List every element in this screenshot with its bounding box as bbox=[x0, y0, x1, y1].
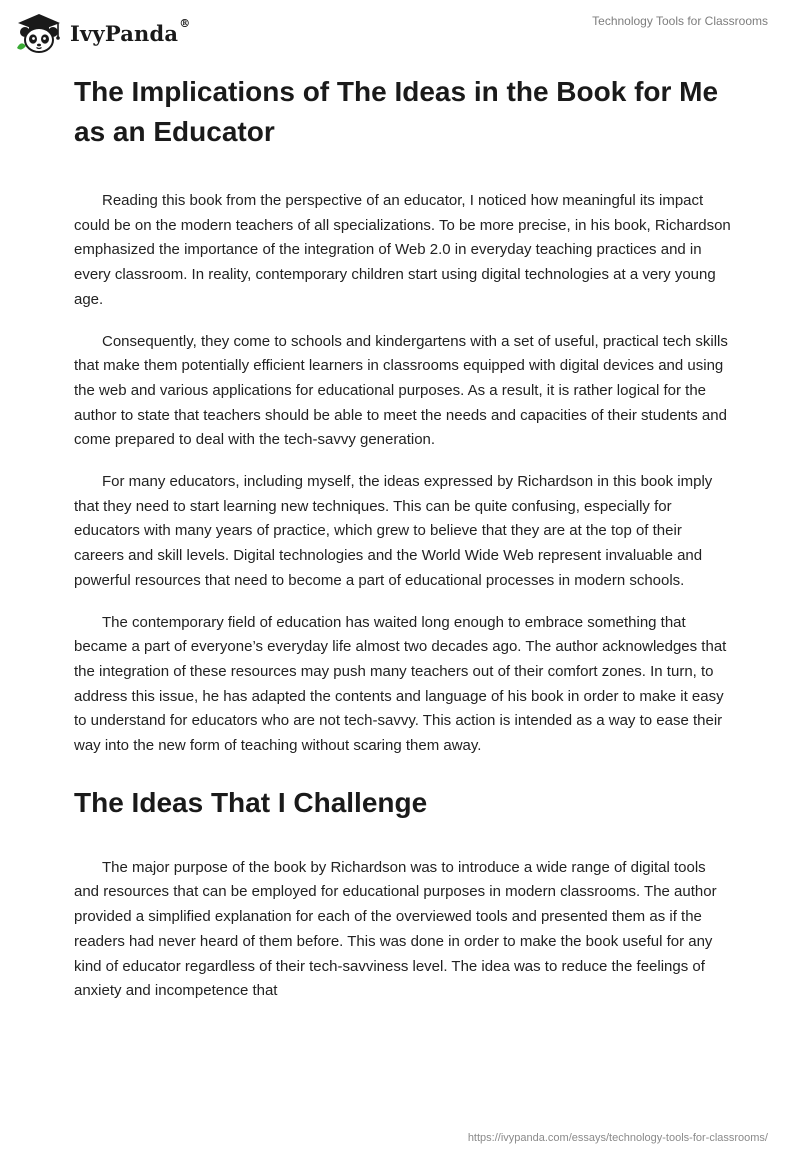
paragraph: For many educators, including myself, the ideas expressed by Richardson in this book imply that they need to start learning new techniques. This can be quite confusing, especially for educators with many years of practice, which grew to believe that they are at the top of their careers and skill levels. Digital technologies and the World Wide Web represent invaluable and powerful resources that need to become a part of educational processes in modern schools. bbox=[74, 473, 713, 589]
section-heading: The Implications of The Ideas in the Book for Me as an Educator bbox=[74, 76, 719, 147]
source-url[interactable]: https://ivypanda.com/essays/technology-tools-for-classrooms/ bbox=[467, 1132, 768, 1144]
section-heading: The Ideas That I Challenge bbox=[74, 786, 428, 818]
document-title: Technology Tools for Classrooms bbox=[592, 14, 768, 28]
paragraph: Consequently, they come to schools and kindergartens with a set of useful, practical tech skills that make them potentially efficient learners in classrooms equipped with digital devices and using the web and various applications for educational purposes. As a result, it is rather logical for the author to state that teachers should be able to meet the needs and capacities of their students and come prepared to deal with the tech-savvy generation. bbox=[74, 332, 728, 449]
logo[interactable] bbox=[14, 10, 190, 56]
paragraph: Reading this book from the perspective of an educator, I noticed how meaningful its impact could be on the modern teachers of all specializations. To be more precise, in his book, Richardson emphasized the importance of the integration of Web 2.0 in everyday teaching practices and in every classroom. In reality, contemporary children start using digital technologies at a very young age. bbox=[74, 192, 731, 308]
paragraph: The major purpose of the book by Richardson was to introduce a wide range of digital tools and resources that can be employed for educational purposes in modern classrooms. The author provided a simplified explanation for each of the overviewed tools and presented them as if the readers had never heard of them before. This was done in order to make the book useful for any kind of educator regardless of their tech-savviness level. The idea was to reduce the feelings of anxiety and incompetence that bbox=[74, 858, 717, 1000]
page-header bbox=[0, 0, 800, 70]
logo-text: IvyPanda® bbox=[70, 16, 191, 46]
essay-content bbox=[74, 72, 734, 1021]
paragraph: The contemporary field of education has waited long enough to embrace something that became a part of everyone’s everyday life almost two decades ago. The author acknowledges that the integration of these resources may push many teachers out of their comfort zones. In turn, to address this issue, he has adapted the contents and language of his book in order to make it easy to understand for educators who are not tech-savvy. This action is intended as a way to ease their way into the new form of teaching without scaring them away. bbox=[74, 613, 727, 755]
panda-graduate-icon bbox=[14, 10, 64, 56]
